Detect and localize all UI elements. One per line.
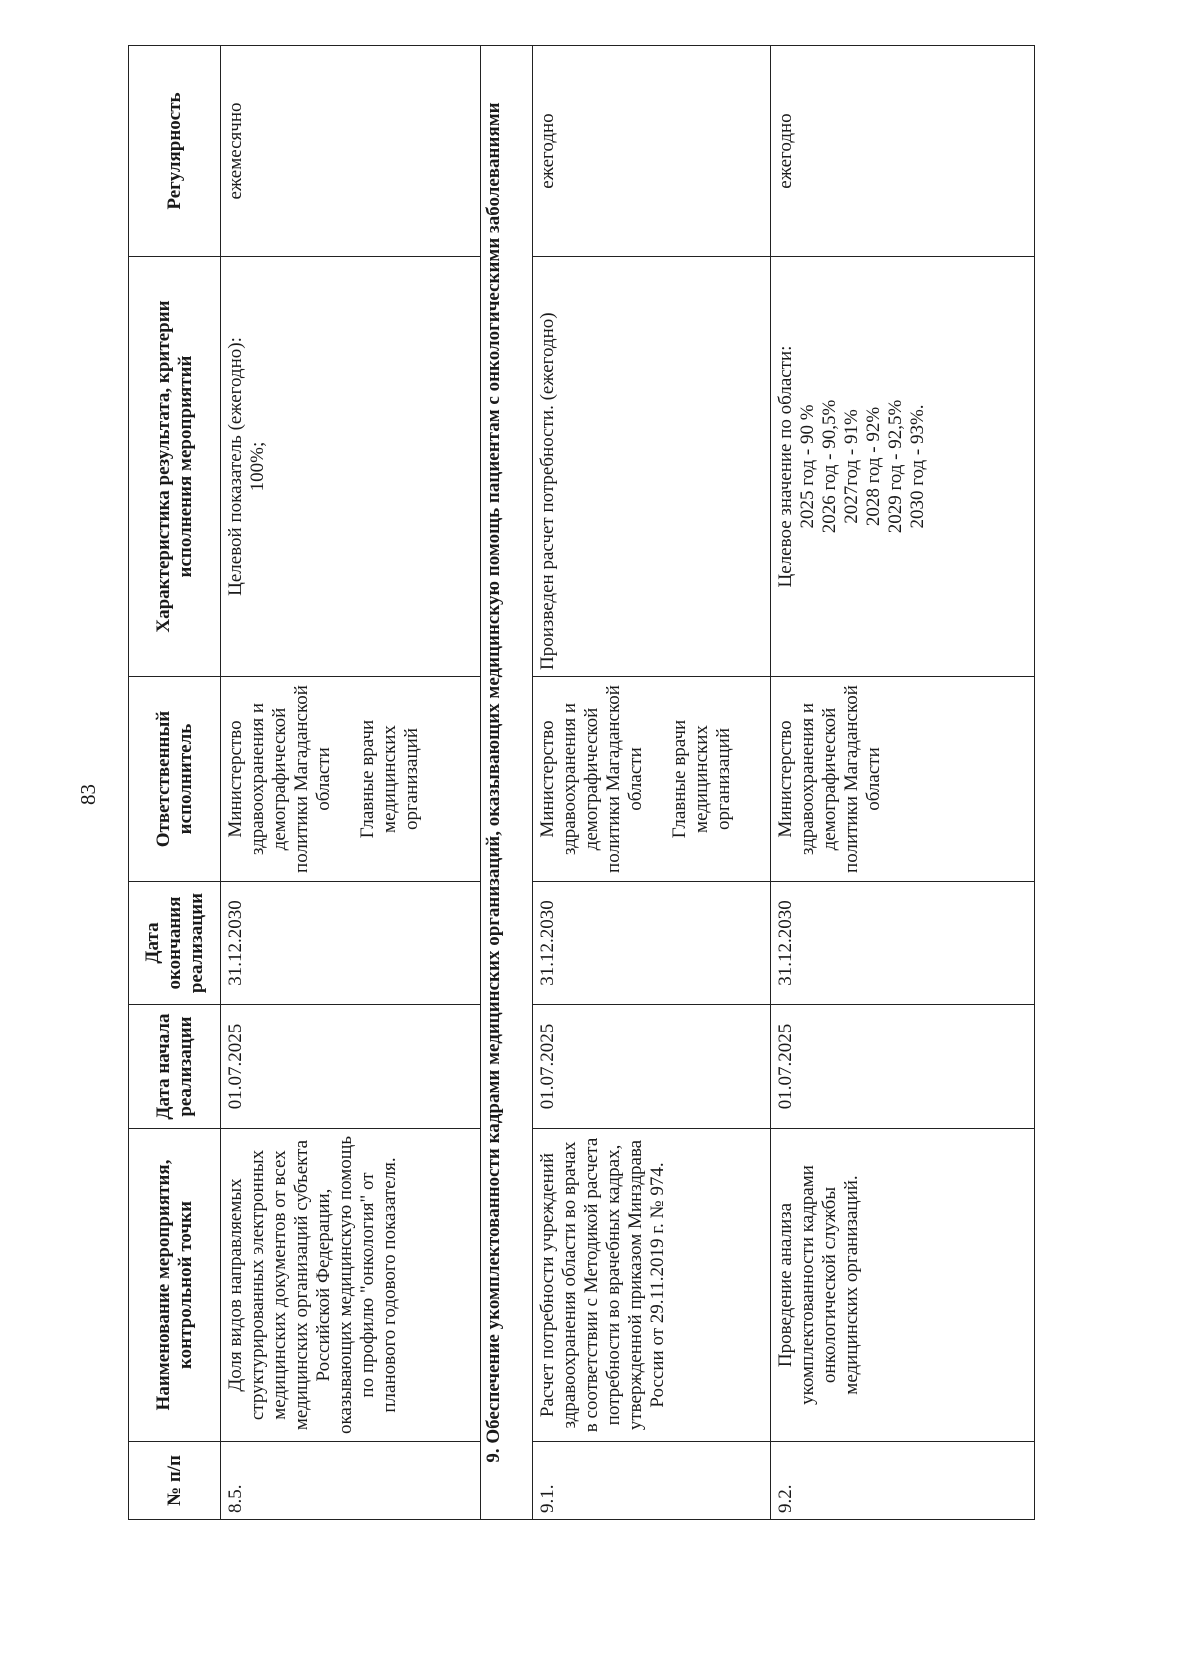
executor-ministry: Министерство здравоохранения и демографической политики Магаданской области (225, 685, 334, 873)
result-target-title: Целевое значение по области: (775, 345, 796, 588)
target-value-2028: 2028 год - 92% (863, 406, 884, 527)
row-result: Произведен расчет потребности. (ежегодно) (533, 257, 771, 677)
table-row-8-5 (221, 46, 481, 1520)
row-num: 9.2. (771, 1442, 1035, 1520)
row-result (771, 257, 1035, 677)
header-row (129, 46, 221, 1520)
row-executor: Министерство здравоохранения и демографической политики Магаданской области (771, 677, 1035, 882)
row-name: Доля видов направляемых структурированных электронных медицинских документов от всех медицинских организаций субъекта Российской Федерации, оказывающих медицинскую помощь по профилю "онкология" от планового годового показателя. (221, 1129, 481, 1442)
executor-chief-doctors: Главные врачи медицинских организаций (669, 719, 734, 839)
row-end-date: 31.12.2030 (533, 882, 771, 1005)
row-regularity: ежегодно (771, 46, 1035, 257)
row-end-date: 31.12.2030 (221, 882, 481, 1005)
rotated-table-container (128, 46, 1034, 1520)
row-start-date: 01.07.2025 (771, 1005, 1035, 1129)
row-regularity: ежегодно (533, 46, 771, 257)
target-value-2029: 2029 год - 92,5% (885, 399, 906, 534)
section-heading: 9. Обеспечение укомплектованности кадрами медицинских организаций, оказывающих медицинскую помощь пациентам с онкологическими заболеваниями (481, 46, 533, 1520)
table-row-9-2 (771, 46, 1035, 1520)
row-name: Проведение анализа укомплектованности кадрами онкологической службы медицинских организаций. (771, 1129, 1035, 1442)
target-value-2026: 2026 год - 90,5% (819, 399, 840, 534)
row-start-date: 01.07.2025 (221, 1005, 481, 1129)
row-start-date: 01.07.2025 (533, 1005, 771, 1129)
row-num: 8.5. (221, 1442, 481, 1520)
row-regularity: ежемесячно (221, 46, 481, 257)
row-executor (221, 677, 481, 882)
row-result (221, 257, 481, 677)
table-row-9-1 (533, 46, 771, 1520)
col-header-end: Дата окончания реализации (129, 882, 221, 1005)
col-header-regularity: Регулярность (129, 46, 221, 257)
page-number: 83 (76, 784, 100, 805)
executor-ministry: Министерство здравоохранения и демографической политики Магаданской области (537, 685, 646, 873)
section-row-9 (481, 46, 533, 1520)
executor-chief-doctors: Главные врачи медицинских организаций (357, 719, 422, 839)
col-header-name: Наименование мероприятия, контрольной точки (129, 1129, 221, 1442)
activities-table (128, 45, 1035, 1520)
row-end-date: 31.12.2030 (771, 882, 1035, 1005)
row-executor (533, 677, 771, 882)
row-num: 9.1. (533, 1442, 771, 1520)
col-header-result: Характеристика результата, критерии исполнения мероприятий (129, 257, 221, 677)
col-header-num: № п/п (129, 1442, 221, 1520)
result-target-label: Целевой показатель (ежегодно): (225, 337, 246, 596)
target-value-2027: 2027год - 91% (841, 409, 862, 524)
col-header-executor: Ответственный исполнитель (129, 677, 221, 882)
target-value-2030: 2030 год - 93%. (907, 404, 928, 529)
target-value-2025: 2025 год - 90 % (797, 404, 818, 529)
row-name: Расчет потребности учреждений здравоохранения области во врачах в соответствии с Методикой расчета потребности во врачебных кадрах, утвержденной приказом Минздрава России от 29.11.2019 г. № 974. (533, 1129, 771, 1442)
result-target-value: 100%; (247, 441, 268, 492)
col-header-start: Дата начала реализации (129, 1005, 221, 1129)
